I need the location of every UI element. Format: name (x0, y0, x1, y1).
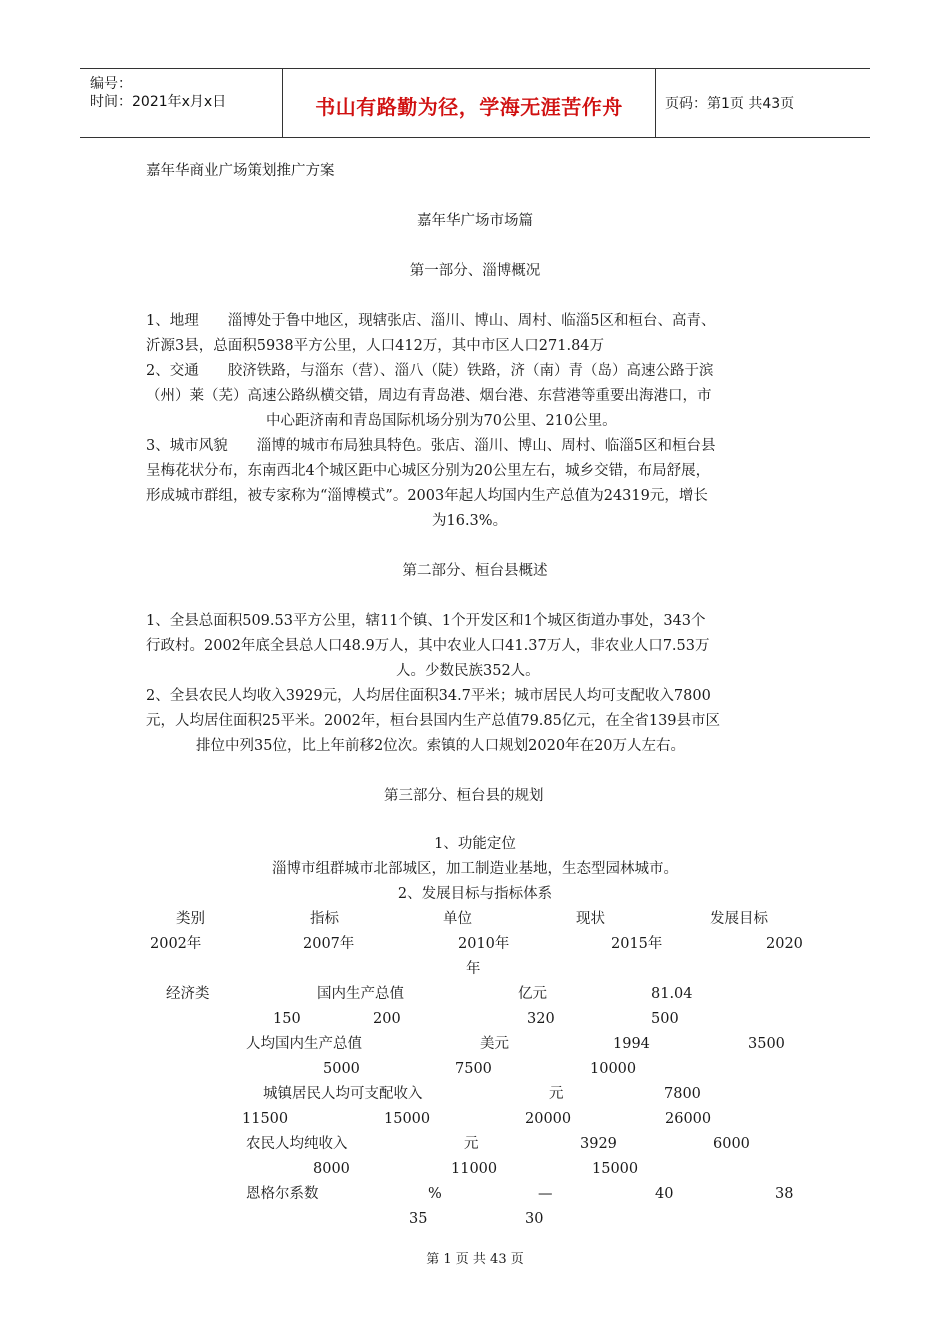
table-year: 2020 (766, 936, 803, 952)
table-cell: 7800 (664, 1086, 701, 1102)
table-year: 2002年 (150, 936, 202, 952)
table-cell: 35 (409, 1211, 428, 1227)
part1-line: （州）莱（芜）高速公路纵横交错，周边有青岛港、烟台港、东营港等重要出海港口，市 (146, 388, 712, 404)
table-year: 2015年 (611, 936, 663, 952)
table-cell: 元 (464, 1136, 479, 1152)
part1-line: 1、地理 淄博处于鲁中地区，现辖张店、淄川、博山、周村、临淄5区和桓台、高青、 (146, 313, 716, 329)
table-cell: 亿元 (518, 986, 547, 1002)
table-cell: 30 (525, 1211, 544, 1227)
table-header: 发展目标 (710, 911, 768, 927)
table-cell: 元 (549, 1086, 564, 1102)
header-meta-cell (80, 69, 283, 137)
part1-line: 中心距济南和青岛国际机场分别为70公里、210公里。 (266, 413, 617, 429)
part2-line: 2、全县农民人均收入3929元，人均居住面积34.7平米；城市居民人均可支配收入7800 (146, 688, 711, 704)
part1-line: 沂源3县，总面积5938平方公里，人口412万，其中市区人口271.84万 (146, 338, 605, 354)
part2-line: 元，人均居住面积25平米。2002年，桓台县国内生产总值79.85亿元，在全省139县市区 (146, 713, 721, 729)
table-cell: 20000 (525, 1111, 572, 1127)
table-year: 2007年 (303, 936, 355, 952)
part2-title: 第二部分、桓台县概述 (402, 563, 548, 579)
table-cell: 11000 (451, 1161, 498, 1177)
part3-title: 第三部分、桓台县的规划 (384, 788, 544, 804)
part1-line: 2、交通 胶济铁路，与淄东（营）、淄八（陡）铁路，济（南）青（岛）高速公路于滨 (146, 363, 714, 379)
table-cell: 10000 (590, 1061, 637, 1077)
section-title: 嘉年华广场市场篇 (417, 213, 533, 229)
table-cell: % (428, 1186, 442, 1202)
table-cell: 6000 (713, 1136, 750, 1152)
table-cell: 1994 (613, 1036, 650, 1052)
table-category: 经济类 (166, 986, 210, 1002)
time-label: 时间：2021年x月x日 (90, 94, 227, 110)
table-cell: 15000 (592, 1161, 639, 1177)
part1-line: 呈梅花状分布，东南西北4个城区距中心城区分别为20公里左右，城乡交错，布局舒展， (146, 463, 711, 479)
part2-line: 人。少数民族352人。 (396, 663, 540, 679)
table-cell: 恩格尔系数 (246, 1186, 319, 1202)
table-header: 指标 (310, 911, 339, 927)
table-cell: 美元 (480, 1036, 509, 1052)
table-cell: 8000 (313, 1161, 350, 1177)
sub-heading-function: 1、功能定位 (434, 836, 516, 852)
table-cell: 15000 (384, 1111, 431, 1127)
table-cell: 城镇居民人均可支配收入 (263, 1086, 423, 1102)
function-text: 淄博市组群城市北部城区，加工制造业基地，生态型园林城市。 (272, 861, 678, 877)
part1-line: 为16.3%。 (432, 513, 508, 529)
part2-line: 排位中列35位，比上年前移2位次。索镇的人口规划2020年在20万人左右。 (196, 738, 686, 754)
table-cell: 320 (527, 1011, 555, 1027)
doc-title: 嘉年华商业广场策划推广方案 (146, 163, 335, 179)
part1-line: 3、城市风貌 淄博的城市布局独具特色。张店、淄川、博山、周村、临淄5区和桓台县 (146, 438, 716, 454)
motto: 书山有路勤为径，学海无涯苦作舟 (315, 95, 623, 119)
page-footer: 第 1 页 共 43 页 (426, 1252, 524, 1267)
table-cell: 3929 (580, 1136, 617, 1152)
table-header: 单位 (443, 911, 472, 927)
table-cell: 81.04 (651, 986, 693, 1002)
table-cell: 7500 (455, 1061, 492, 1077)
table-cell: — (538, 1186, 553, 1202)
table-cell: 38 (775, 1186, 794, 1202)
page-header (80, 68, 870, 138)
table-cell: 农民人均纯收入 (246, 1136, 348, 1152)
table-cell: 40 (655, 1186, 674, 1202)
table-year: 2010年 (458, 936, 510, 952)
table-cell: 500 (651, 1011, 679, 1027)
header-page-cell (657, 69, 870, 137)
table-cell: 26000 (665, 1111, 712, 1127)
sub-heading-goals: 2、发展目标与指标体系 (397, 886, 553, 902)
part1-title: 第一部分、淄博概况 (409, 263, 541, 279)
table-cell: 11500 (242, 1111, 289, 1127)
table-cell: 200 (373, 1011, 401, 1027)
table-header: 现状 (576, 911, 605, 927)
table-header: 类别 (176, 911, 205, 927)
header-motto-cell (283, 69, 656, 137)
table-cell: 150 (273, 1011, 301, 1027)
table-cell: 人均国内生产总值 (246, 1036, 362, 1052)
part2-line: 1、全县总面积509.53平方公里，辖11个镇、1个开发区和1个城区街道办事处，343个 (146, 613, 706, 629)
part1-line: 形成城市群组，被专家称为“淄博模式”。2003年起人均国内生产总值为24319元，增长 (146, 488, 708, 504)
part2-line: 行政村。2002年底全县总人口48.9万人，其中农业人口41.37万人，非农业人口7.53万 (146, 638, 710, 654)
number-label: 编号： (90, 76, 132, 92)
table-cell: 5000 (323, 1061, 360, 1077)
table-cell: 3500 (748, 1036, 785, 1052)
table-year: 年 (466, 961, 481, 977)
table-cell: 国内生产总值 (317, 986, 404, 1002)
page-code: 页码：第1页 共43页 (665, 96, 795, 112)
